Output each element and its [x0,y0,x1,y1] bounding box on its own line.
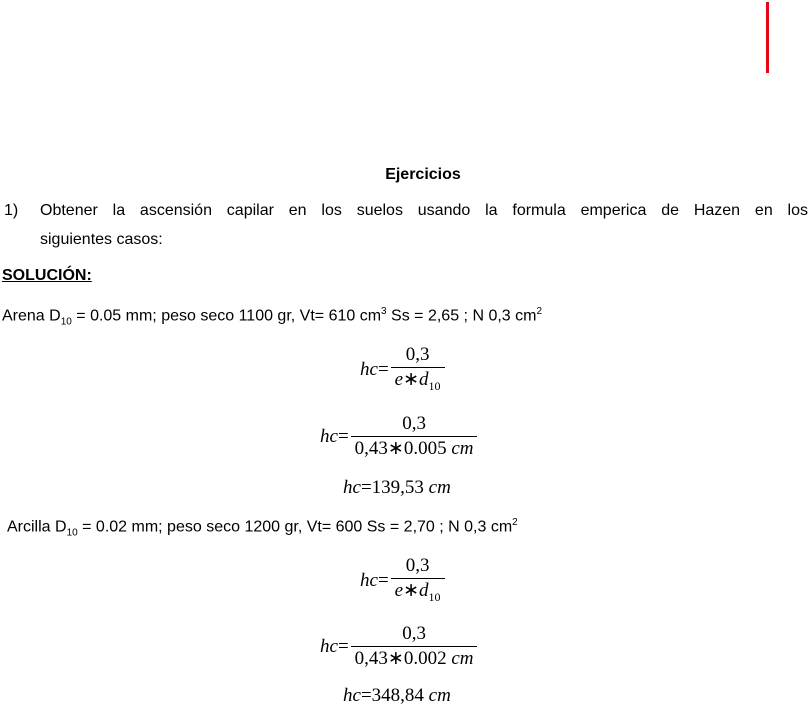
operator: ∗ [403,580,420,601]
case-text: Arena D [2,307,61,325]
unit: cm [451,648,474,669]
case-text: Arcilla D [7,518,67,536]
eq-equals: = [337,635,349,657]
denominator [351,646,478,670]
equation-formula [360,344,445,397]
subscript: 10 [66,527,78,539]
equation-result [343,477,451,499]
unit: cm [428,685,451,706]
superscript: 3 [381,306,387,317]
denominator [391,578,445,608]
var-e: e [394,580,404,601]
numerator: 0,3 [405,555,430,576]
eq-lhs: hc [320,635,338,657]
eq-lhs: hc [343,685,361,706]
operator: ∗ [403,369,420,390]
var-d: d [419,580,429,601]
case-text: = 0.02 mm; peso seco 1200 gr, Vt= 600 Ss = 2,70 ; N 0,3 cm [77,518,513,536]
operator: ∗ [387,438,404,459]
solution-heading: SOLUCIÓN: [2,267,92,284]
operator: ∗ [387,648,404,669]
equation-result [343,685,451,707]
page-title: Ejercicios [385,166,461,183]
question-text-line1: Obtener la ascensión capilar en los suelos usando la formula emperica de Hazen en los [40,202,808,219]
fraction [351,623,478,670]
unit: cm [451,438,474,459]
equation-formula [360,555,445,608]
unit: cm [428,477,451,498]
superscript: 2 [536,306,543,317]
question-text-line2: siguientes casos: [40,231,163,248]
fraction [391,555,445,608]
case-text: = 0.05 mm; peso seco 1100 gr, Vt= 610 cm [71,307,382,325]
var-d: d [419,369,429,390]
numerator: 0,3 [405,344,430,365]
equation-substitution [320,623,477,670]
eq-equals: = [377,359,389,381]
denominator [391,367,445,397]
case-arena-description [2,306,542,328]
eq-lhs: hc [360,359,378,381]
eq-equals: = [360,685,372,706]
numerator: 0,3 [402,623,426,644]
var-e: e [394,369,404,390]
question-number: 1) [4,202,19,219]
numerator: 0,3 [402,413,426,434]
eq-lhs: hc [343,477,361,498]
red-margin-mark [766,2,769,73]
factor: 0,43 [354,438,388,459]
case-arcilla-description [7,517,518,539]
denominator [351,436,478,460]
factor: 0.002 [403,648,447,669]
subscript: 10 [60,316,72,328]
eq-equals: = [377,570,389,592]
eq-lhs: hc [360,570,378,592]
equation-substitution [320,413,477,460]
factor: 0,43 [354,648,388,669]
eq-equals: = [337,425,349,447]
case-text: Ss = 2,65 ; N 0,3 cm [386,307,537,325]
subscript: 10 [428,378,441,393]
eq-equals: = [360,477,372,498]
eq-lhs: hc [320,425,338,447]
subscript: 10 [428,589,441,604]
factor: 0.005 [403,438,447,459]
result-value: 348,84 [371,685,424,706]
result-value: 139,53 [371,477,424,498]
fraction [351,413,478,460]
fraction [391,344,445,397]
superscript: 2 [512,517,518,528]
